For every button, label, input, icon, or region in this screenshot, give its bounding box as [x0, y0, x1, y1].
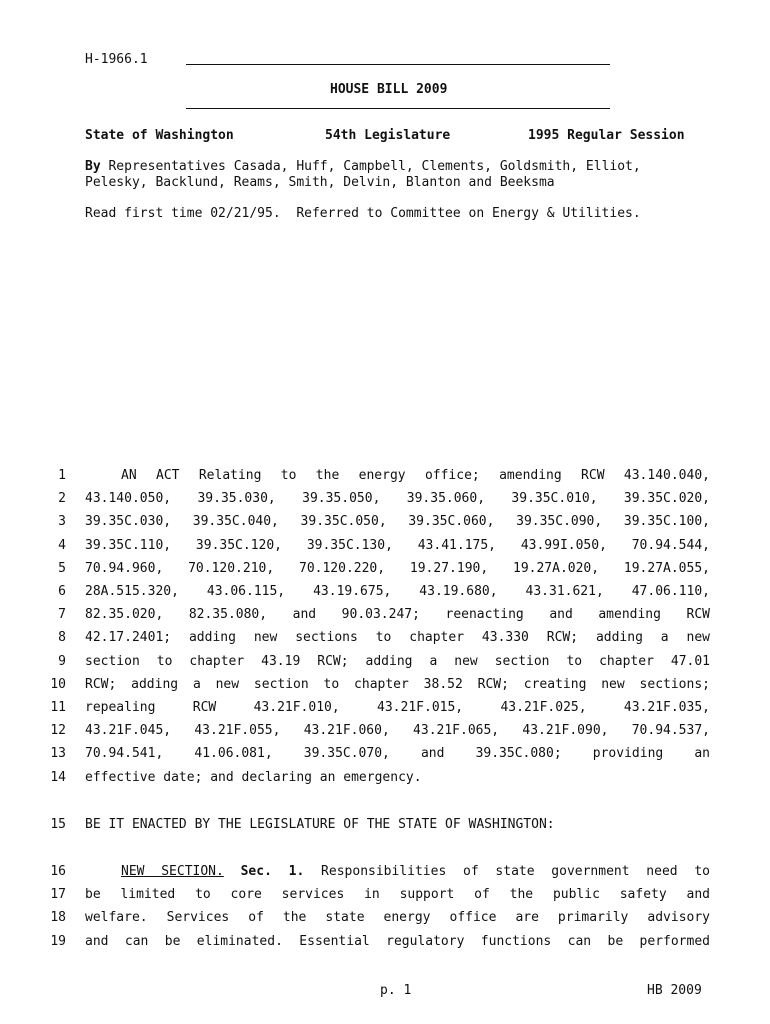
line-number: 10	[50, 676, 66, 692]
line-number: 2	[58, 491, 66, 507]
line-number: 1	[58, 468, 66, 483]
line-number: 6	[58, 584, 66, 599]
line-text: and can be eliminated. Essential regulatory functions can be performed	[85, 933, 710, 949]
legislature-label: 54th Legislature	[325, 128, 451, 143]
line-text: be limited to core services in support of the public safety and	[85, 887, 710, 903]
bill-id: H-1966.1	[85, 52, 148, 67]
line-text: RCW; adding a new section to chapter 38.52 RCW; creating new sections;	[85, 676, 710, 692]
footer-bill-id: HB 2009	[647, 983, 702, 998]
sponsors-line-2: Pelesky, Backlund, Reams, Smith, Delvin, Blanton and Beeksma	[85, 175, 555, 190]
line-number: 17	[50, 887, 66, 903]
line-text: effective date; and declaring an emergency.	[85, 769, 422, 785]
header-rule-bottom	[186, 108, 610, 109]
read-first-note: Read first time 02/21/95. Referred to Committee on Energy & Utilities.	[85, 206, 641, 221]
sponsors-line-1	[85, 159, 641, 174]
session-label: 1995 Regular Session	[528, 128, 685, 143]
line-number: 14	[50, 769, 66, 785]
line-text: 82.35.020, 82.35.080, and 90.03.247; reenacting and amending RCW	[85, 607, 710, 623]
line-number: 7	[58, 607, 66, 623]
line-text: 39.35C.030, 39.35C.040, 39.35C.050, 39.35C.060, 39.35C.090, 39.35C.100,	[85, 514, 710, 530]
line-text: 42.17.2401; adding new sections to chapter 43.330 RCW; adding a new	[85, 630, 710, 646]
line-text: repealing RCW 43.21F.010, 43.21F.015, 43.21F.025, 43.21F.035,	[85, 700, 710, 715]
bill-title: HOUSE BILL 2009	[330, 82, 448, 97]
line-number: 4	[58, 537, 66, 553]
line-text: 39.35C.110, 39.35C.120, 39.35C.130, 43.41.175, 43.99I.050, 70.94.544,	[85, 537, 710, 553]
line-text: 70.94.960, 70.120.210, 70.120.220, 19.27.190, 19.27A.020, 19.27A.055,	[85, 560, 710, 576]
line-number: 19	[50, 933, 66, 949]
header-rule-top	[186, 64, 610, 65]
section-number: Sec. 1.	[240, 864, 305, 879]
line-text: 28A.515.320, 43.06.115, 43.19.675, 43.19.680, 43.31.621, 47.06.110,	[85, 584, 710, 599]
line-text-content: Responsibilities of state government need to	[304, 864, 711, 879]
line-text: AN ACT Relating to the energy office; amending RCW 43.140.040,	[121, 468, 710, 483]
state-label: State of Washington	[85, 128, 234, 143]
line-number: 13	[50, 746, 66, 762]
page-number: p. 1	[380, 983, 412, 998]
new-section-label: NEW SECTION.	[121, 864, 224, 879]
line-number: 3	[58, 514, 66, 530]
line-text	[85, 864, 710, 879]
line-text: 70.94.541, 41.06.081, 39.35C.070, and 39.35C.080; providing an	[85, 746, 710, 762]
by-label: By	[85, 159, 101, 174]
line-number: 18	[50, 910, 66, 926]
line-number: 9	[58, 653, 66, 669]
line-number: 5	[58, 560, 66, 576]
line-number: 8	[58, 630, 66, 646]
line-number: 16	[50, 864, 66, 879]
line-text: 43.21F.045, 43.21F.055, 43.21F.060, 43.21F.065, 43.21F.090, 70.94.537,	[85, 723, 710, 739]
line-text: welfare. Services of the state energy office are primarily advisory	[85, 910, 710, 926]
line-number: 12	[50, 723, 66, 739]
line-number: 11	[50, 700, 66, 715]
sponsors-names-1: Representatives Casada, Huff, Campbell, Clements, Goldsmith, Elliot,	[108, 159, 641, 174]
line-text: section to chapter 43.19 RCW; adding a new section to chapter 47.01	[85, 653, 710, 669]
line-text: 43.140.050, 39.35.030, 39.35.050, 39.35.060, 39.35C.010, 39.35C.020,	[85, 491, 710, 507]
line-number: 15	[50, 817, 66, 832]
line-text: BE IT ENACTED BY THE LEGISLATURE OF THE STATE OF WASHINGTON:	[85, 817, 555, 832]
